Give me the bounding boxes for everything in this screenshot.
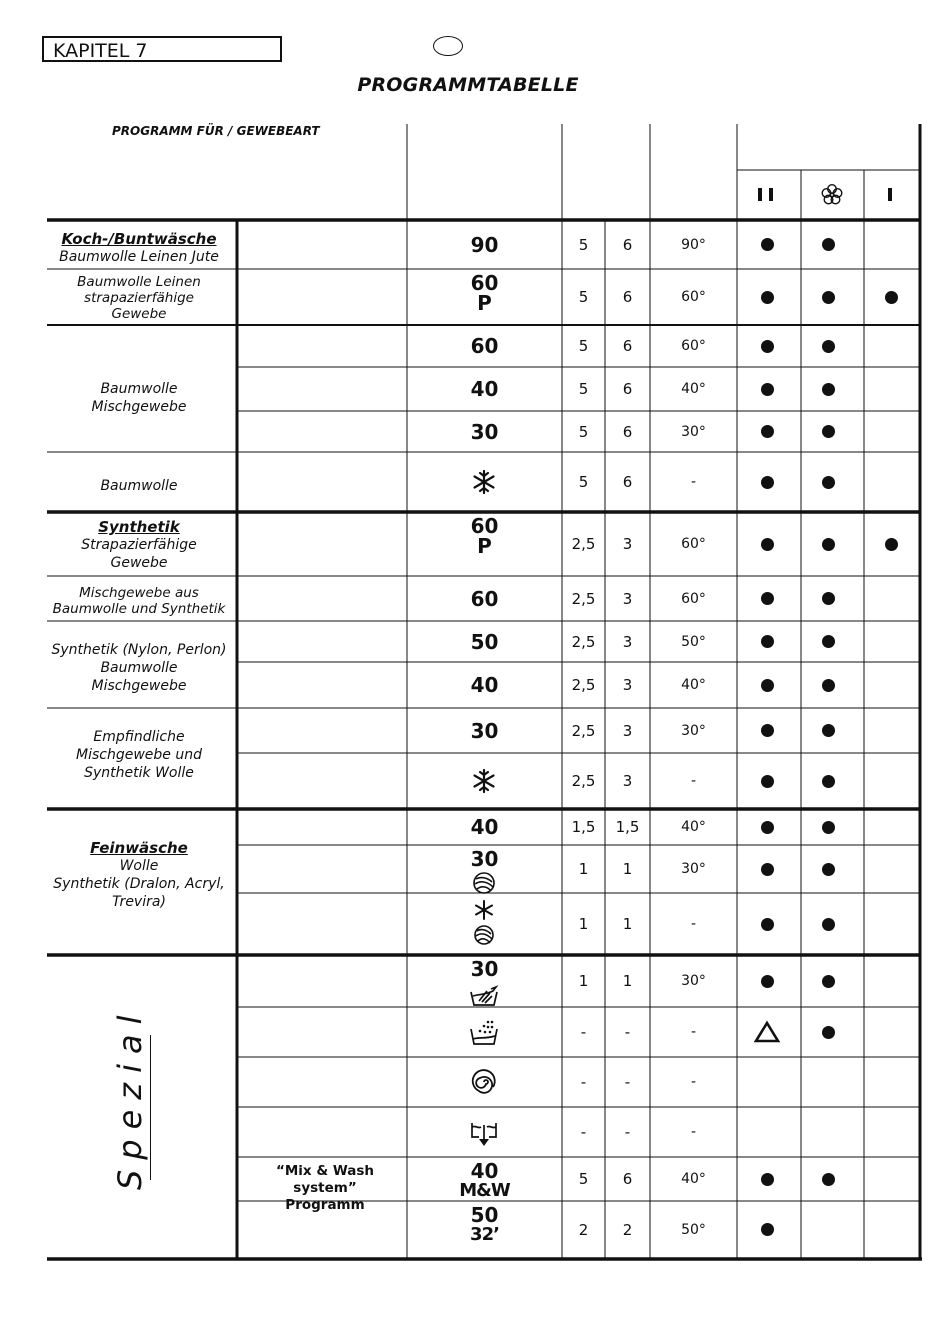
category-feinwaesche: Feinwäsche Wolle Synthetik (Dralon, Acryl, Trevira)	[53, 839, 225, 910]
temperature-cell: 40°	[681, 381, 706, 397]
temperature-cell: 30°	[681, 423, 706, 440]
softener-dot	[822, 340, 835, 353]
prewash-dot	[761, 863, 774, 876]
chapter-label: KAPITEL 7	[42, 36, 282, 62]
flower-icon	[820, 183, 844, 207]
load-max-kg-alt: 3	[622, 535, 633, 553]
softener-dot	[822, 425, 835, 438]
load-max-kg: 1	[578, 915, 589, 933]
load-max-kg: 5	[578, 288, 589, 306]
category-koch-strapazier: Baumwolle Leinen strapazierfähige Gewebe	[77, 274, 201, 322]
temperature-cell: 60°	[681, 590, 706, 607]
load-max-kg: 2,5	[571, 632, 596, 651]
program-temp-label: 60	[470, 271, 499, 295]
prewash-dot	[761, 238, 774, 251]
load-max-kg-alt: 3	[622, 676, 633, 694]
prewash-dot	[761, 975, 774, 988]
spezial-underline	[150, 1035, 151, 1180]
program-suffix-label: M&W	[459, 1180, 510, 1201]
softener-dot	[822, 821, 835, 834]
softener-dot	[822, 918, 835, 931]
prewash-dot	[761, 425, 774, 438]
program-temp-label: 40	[470, 815, 499, 839]
single-dot	[885, 538, 898, 551]
pause-icon	[755, 186, 779, 204]
prewash-dot	[761, 476, 774, 489]
handwash-icon	[467, 978, 501, 1008]
load-max-kg-alt: 3	[622, 589, 633, 608]
temperature-cell: 30°	[681, 973, 706, 989]
load-max-kg-alt: 1	[622, 860, 633, 878]
prewash-dot	[761, 724, 774, 737]
temperature-cell: 30°	[681, 861, 706, 877]
prewash-dot	[761, 821, 774, 834]
load-max-kg-alt: 1	[622, 915, 633, 933]
program-temp-label: 30	[470, 419, 499, 444]
program-suffix-label: P	[477, 534, 492, 558]
load-max-kg-alt: 6	[622, 288, 633, 306]
load-max-kg: 2,5	[571, 721, 596, 740]
load-max-kg: 2,5	[571, 676, 596, 694]
category-spezial: Spezial	[111, 1005, 149, 1190]
load-max-kg: 5	[578, 1170, 589, 1188]
load-max-kg-alt: 6	[622, 380, 633, 398]
program-temp-label: 40	[470, 377, 499, 401]
program-suffix-label: 32’	[470, 1224, 499, 1245]
program-temp-label: 90	[470, 232, 499, 257]
page-title: PROGRAMMTABELLE	[357, 74, 579, 96]
prewash-dot	[761, 383, 774, 396]
load-max-kg-alt: 2	[622, 1220, 633, 1239]
snowflake-icon	[467, 467, 501, 497]
temperature-cell: 40°	[681, 677, 706, 693]
temperature-cell: -	[690, 1074, 697, 1090]
mix-wash-label: “Mix & Wash system” Programm	[276, 1163, 374, 1213]
load-max-kg: 5	[578, 473, 589, 491]
program-temp-label: 30	[470, 957, 499, 981]
spin-icon	[467, 1067, 501, 1097]
prewash-dot	[761, 291, 774, 304]
triangle-warning-icon	[753, 1020, 781, 1044]
temperature-cell: 60°	[681, 338, 706, 354]
softener-dot	[822, 291, 835, 304]
prewash-dot	[761, 679, 774, 692]
wool-icon	[467, 868, 501, 898]
softener-dot	[822, 1026, 835, 1039]
snowflake-icon	[467, 766, 501, 796]
load-max-kg: -	[580, 1073, 587, 1091]
softener-dot	[822, 383, 835, 396]
load-max-kg: 5	[578, 337, 589, 355]
load-max-kg-alt: 1	[622, 972, 633, 990]
single-bar-icon	[883, 186, 897, 204]
softener-dot	[822, 679, 835, 692]
softener-dot	[822, 724, 835, 737]
temperature-cell: 30°	[681, 722, 706, 739]
prewash-dot	[761, 340, 774, 353]
load-max-kg: 5	[578, 380, 589, 398]
load-max-kg-alt: 3	[622, 632, 633, 651]
load-max-kg-alt: -	[624, 1023, 631, 1041]
load-max-kg: -	[580, 1023, 587, 1041]
load-max-kg: 1,5	[571, 818, 596, 836]
program-temp-label: 60	[470, 334, 499, 358]
load-max-kg-alt: 3	[622, 772, 633, 790]
softener-dot	[822, 238, 835, 251]
load-max-kg: -	[580, 1123, 587, 1141]
temperature-cell: -	[690, 1024, 697, 1040]
prewash-dot	[761, 1223, 774, 1236]
prewash-dot	[761, 918, 774, 931]
temperature-cell: -	[690, 1124, 697, 1140]
softener-dot	[822, 863, 835, 876]
prewash-dot	[761, 775, 774, 788]
category-baumwolle-misch: Baumwolle Mischgewebe	[91, 381, 187, 415]
prewash-dot	[761, 538, 774, 551]
softener-dot	[822, 975, 835, 988]
temperature-cell: -	[690, 474, 697, 490]
load-max-kg-alt: 6	[622, 473, 633, 491]
program-temp-label: 50	[470, 1203, 499, 1227]
load-max-kg-alt: 6	[622, 1170, 633, 1188]
category-nylon-perlon: Synthetik (Nylon, Perlon) Baumwolle Mischgewebe	[51, 642, 227, 694]
load-max-kg: 2	[578, 1220, 589, 1239]
load-max-kg: 1	[578, 860, 589, 878]
prewash-dot	[761, 635, 774, 648]
category-baumwolle: Baumwolle	[100, 478, 178, 494]
single-dot	[885, 291, 898, 304]
temperature-cell: 50°	[681, 1221, 706, 1238]
load-max-kg: 1	[578, 972, 589, 990]
load-max-kg-alt: 3	[622, 721, 633, 740]
temperature-cell: 60°	[681, 289, 706, 305]
category-synthetik: Synthetik Strapazierfähige Gewebe	[81, 518, 197, 571]
softener-dot	[822, 775, 835, 788]
program-temp-label: 60	[470, 586, 499, 611]
load-max-kg-alt: -	[624, 1073, 631, 1091]
program-temp-label: 40	[470, 1159, 499, 1183]
rinse-icon	[467, 1017, 501, 1047]
category-koch: Koch-/Buntwäsche Baumwolle Leinen Jute	[59, 230, 219, 265]
column-header-programm: PROGRAMM FÜR / GEWEBEART	[112, 124, 320, 138]
load-max-kg: 5	[578, 235, 589, 254]
load-max-kg: 2,5	[571, 772, 596, 790]
load-max-kg-alt: 6	[622, 235, 633, 254]
drain-icon	[467, 1117, 501, 1147]
load-max-kg-alt: 1,5	[615, 818, 640, 836]
snowflake-wool-icon	[467, 899, 501, 949]
temperature-cell: 40°	[681, 1171, 706, 1187]
load-max-kg-alt: -	[624, 1123, 631, 1141]
temperature-cell: -	[690, 773, 697, 789]
softener-dot	[822, 635, 835, 648]
category-misch-synthetik: Mischgewebe aus Baumwolle und Synthetik	[52, 585, 226, 617]
temperature-cell: 50°	[681, 633, 706, 650]
program-temp-label: 30	[470, 847, 499, 871]
temperature-cell: 60°	[681, 536, 706, 552]
load-max-kg: 2,5	[571, 589, 596, 608]
temperature-cell: -	[690, 916, 697, 932]
prewash-dot	[761, 1173, 774, 1186]
temperature-cell: 90°	[681, 236, 706, 253]
category-empfindlich: Empfindliche Mischgewebe und Synthetik Wolle	[76, 729, 202, 781]
program-temp-label: 30	[470, 718, 499, 743]
load-max-kg: 2,5	[571, 535, 596, 553]
load-max-kg-alt: 6	[622, 337, 633, 355]
load-max-kg-alt: 6	[622, 422, 633, 441]
softener-dot	[822, 592, 835, 605]
load-max-kg: 5	[578, 422, 589, 441]
program-temp-label: 60	[470, 514, 499, 538]
softener-dot	[822, 476, 835, 489]
temperature-cell: 40°	[681, 819, 706, 835]
program-suffix-label: P	[477, 291, 492, 315]
prewash-dot	[761, 592, 774, 605]
program-temp-label: 40	[470, 673, 499, 697]
softener-dot	[822, 538, 835, 551]
program-temp-label: 50	[470, 629, 499, 654]
softener-dot	[822, 1173, 835, 1186]
